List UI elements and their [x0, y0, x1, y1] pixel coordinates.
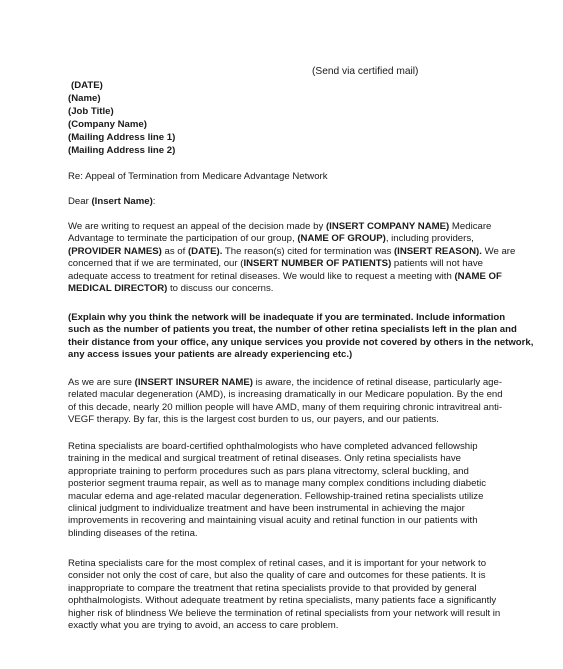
paragraph-request: [68, 221, 524, 295]
text-run: adequate access to treatment for retinal diseases. We would like to request a meeting with: [68, 270, 455, 282]
text-run: The reason(s) cited for termination was: [222, 245, 394, 257]
paragraph-line: improvements in recovering and maintaining visual acuity and retinal function in our patients with: [68, 515, 478, 527]
placeholder-insurer-name: (INSERT INSURER NAME): [134, 377, 253, 388]
paragraph-line: appropriate training to perform procedures such as pars plana vitrectomy, scleral buckling, and: [68, 465, 469, 477]
placeholder-company-name: (INSERT COMPANY NAME): [325, 221, 450, 232]
placeholder-date: (DATE).: [187, 245, 223, 257]
paragraph-amd-incidence: [68, 377, 524, 427]
paragraph-instructions: [68, 312, 534, 362]
header-address-line-1: (Mailing Address line 1): [68, 131, 176, 143]
header-address-line-2: (Mailing Address line 2): [68, 144, 176, 156]
paragraph-line: blinding diseases of the retina.: [68, 527, 198, 539]
paragraph-quality-of-care: [68, 558, 524, 632]
header-job-title: (Job Title): [68, 105, 114, 117]
text-run: As we are sure: [68, 377, 135, 388]
header-name: (Name): [68, 92, 101, 104]
paragraph-line: macular edema and age-related macular degeneration. Fellowship-trained retina specialists utilize: [68, 490, 484, 502]
subject-line: Re: Appeal of Termination from Medicare Advantage Network: [68, 171, 328, 182]
send-via-note: (Send via certified mail): [312, 66, 419, 77]
salutation-suffix: :: [152, 196, 156, 207]
placeholder-group-name: (NAME OF GROUP): [297, 233, 386, 245]
paragraph-line: clinical judgment to individualize treatment and have been instrumental in achieving the major: [68, 503, 465, 515]
paragraph-line: VEGF therapy. By far, this is the largest cost burden to us, our payers, and our patients.: [68, 414, 439, 426]
paragraph-line: [68, 233, 524, 245]
paragraph-line: [68, 271, 524, 283]
paragraph-line: ophthalmologists. Without adequate treatment by retina specialists, many patients face a significantly: [68, 595, 497, 607]
placeholder-number-of-patients: INSERT NUMBER OF PATIENTS): [243, 258, 392, 270]
paragraph-line: inappropriate to compare the treatment that retina specialists provide to that provided by general: [68, 582, 477, 594]
paragraph-line: related macular degeneration (AMD), is increasing dramatically in our Medicare population. By the end: [68, 389, 503, 401]
paragraph-line: any access issues your patients are already experiencing etc.): [68, 349, 353, 361]
text-run: Medicare: [449, 221, 492, 232]
text-run: concerned that if we are terminated, our (: [68, 258, 244, 270]
placeholder-medical-director-cont: MEDICAL DIRECTOR): [68, 283, 168, 295]
salutation-prefix: Dear: [68, 196, 92, 207]
text-run: We are: [481, 245, 516, 257]
text-run: We are writing to request an appeal of the decision made by: [68, 221, 326, 232]
text-run: is aware, the incidence of retinal disease, particularly age-: [252, 377, 503, 388]
text-run: patients will not have: [391, 258, 483, 270]
paragraph-line: such as the number of patients you treat, the number of other retina specialists left in the plan and: [68, 324, 517, 336]
placeholder-medical-director: (NAME OF: [454, 270, 502, 282]
placeholder-reason: (INSERT REASON).: [393, 245, 482, 257]
placeholder-provider-names: (PROVIDER NAMES): [68, 245, 162, 257]
salutation-name: (Insert Name): [91, 196, 153, 207]
paragraph-line: [68, 283, 524, 295]
text-run: Advantage to terminate the participation of our group,: [68, 233, 298, 245]
recipient-header: [68, 80, 175, 157]
paragraph-retina-specialists: [68, 441, 524, 540]
paragraph-line: Retina specialists are board-certified ophthalmologists who have completed advanced fellowship: [68, 441, 478, 452]
paragraph-line: posterior segment trauma repair, as well as to manage many complex conditions including diabetic: [68, 478, 487, 490]
paragraph-line: their distance from your office, any unique services you provide not covered by others in the network,: [68, 336, 534, 348]
paragraph-line: higher risk of blindness We believe the termination of retinal specialists from your network will result in: [68, 607, 501, 619]
paragraph-line: [68, 246, 524, 258]
text-run: , including providers,: [385, 233, 474, 245]
paragraph-line: exactly what you are trying to avoid, an access to care problem.: [68, 620, 339, 632]
header-date: (DATE): [71, 80, 103, 91]
paragraph-line: of this decade, nearly 20 million people will have AMD, many of them requiring chronic intravitreal anti-: [68, 401, 503, 413]
paragraph-line: training in the medical and surgical treatment of retinal diseases. Only retina specialists have: [68, 453, 462, 465]
paragraph-line: Retina specialists care for the most complex of retinal cases, and it is important for your network to: [68, 558, 487, 569]
paragraph-line: [68, 221, 524, 233]
paragraph-line: [68, 377, 524, 389]
paragraph-line: (Explain why you think the network will be inadequate if you are terminated. Include information: [68, 312, 506, 323]
text-run: as of: [161, 245, 188, 257]
header-company: (Company Name): [68, 118, 147, 130]
paragraph-line: consider not only the cost of care, but also the quality of care and outcomes for these patients. It is: [68, 570, 486, 582]
salutation: [68, 196, 155, 208]
text-run: to discuss our concerns.: [167, 283, 274, 295]
paragraph-line: [68, 258, 524, 270]
